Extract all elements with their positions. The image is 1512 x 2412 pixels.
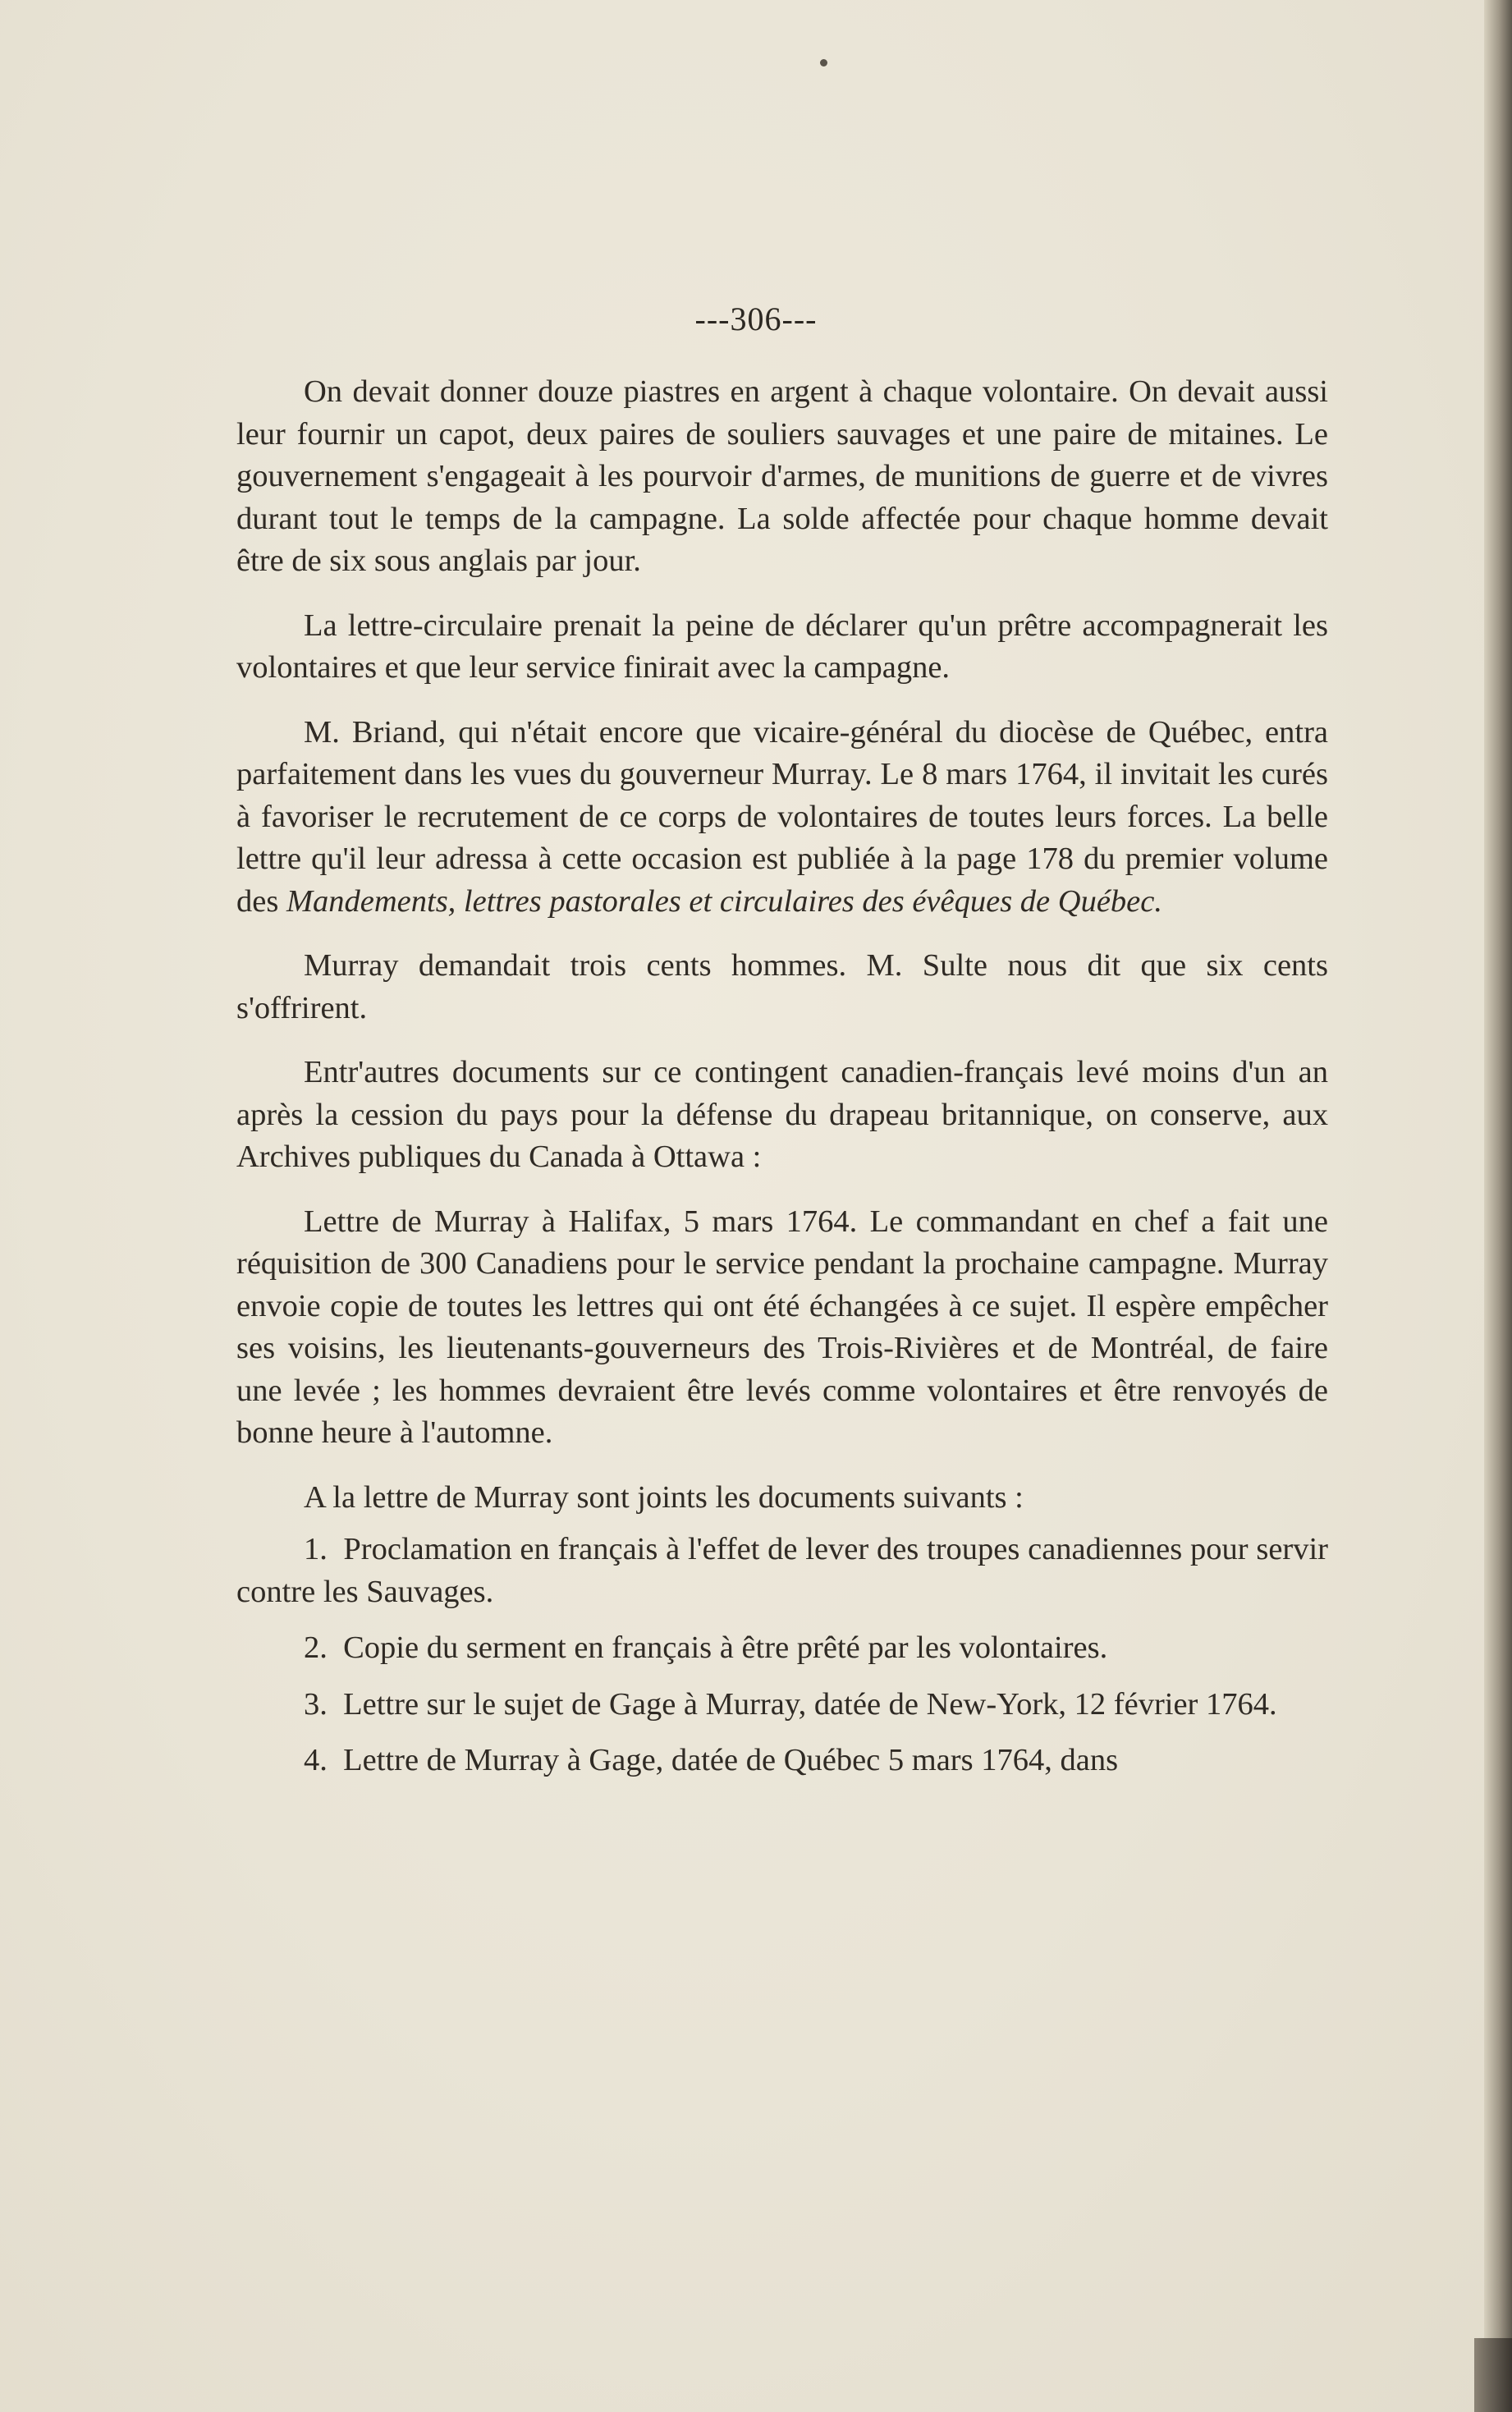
paragraph-2: La lettre-circulaire prenait la peine de déclarer qu'un prêtre accompagnerait les volontaires et que leur service finirait avec la campagne.	[236, 608, 1328, 685]
body-text	[236, 371, 1328, 1782]
list-item-number: 4.	[304, 1743, 328, 1777]
list-item-text: Lettre sur le sujet de Gage à Murray, datée de New-York, 12 février 1764.	[343, 1686, 1277, 1722]
list-item-text: Lettre de Murray à Gage, datée de Québec 5 mars 1764, dans	[343, 1743, 1119, 1777]
list-item-number: 1.	[304, 1532, 328, 1566]
paragraph-7: A la lettre de Murray sont joints les documents suivants :	[304, 1479, 1024, 1515]
page-corner-shadow	[1474, 2338, 1512, 2412]
paragraph-3	[236, 712, 1328, 924]
list-item-text: Proclamation en français à l'effet de lever des troupes canadiennes pour servir contre les Sauvages.	[236, 1532, 1328, 1609]
paragraph-3-text: M. Briand, qui n'était encore que vicaire-général du diocèse de Québec, entra parfaitement dans les vues du gouverneur Murray. Le 8 mars 1764, il invitait les curés à favoriser le recrutement de ce corps de volontaires de toutes leurs forces. La belle lettre qu'il leur adressa à cette occasion est publiée à la page 178 du premier volume des	[236, 714, 1328, 919]
list-item-4	[236, 1740, 1328, 1782]
paragraph-5: Entr'autres documents sur ce contingent canadien-français levé moins d'un an après la cession du pays pour la défense du drapeau britannique, on conserve, aux Archives publiques du Canada à Ottawa :	[236, 1055, 1328, 1174]
list-item-1	[236, 1529, 1328, 1613]
book-title: Mandements, lettres pastorales et circulaires des évêques de Québec.	[286, 883, 1162, 919]
page-number: ---306---	[694, 300, 818, 337]
page-edge-shadow	[1484, 0, 1512, 2412]
list-item-number: 2.	[304, 1630, 328, 1665]
list-item-3	[236, 1684, 1328, 1726]
list-item-number: 3.	[304, 1686, 328, 1722]
list-item-text: Copie du serment en français à être prêté par les volontaires.	[343, 1630, 1108, 1665]
ink-speck	[820, 59, 827, 66]
paragraph-4: Murray demandait trois cents hommes. M. Sulte nous dit que six cents s'offrirent.	[236, 948, 1328, 1025]
paragraph-6: Lettre de Murray à Halifax, 5 mars 1764. Le commandant en chef a fait une réquisition de 300 Canadiens pour le service pendant la prochaine campagne. Murray envoie copie de toutes les lettres qui ont été échangées à ce sujet. Il espère empêcher ses voisins, les lieutenants-gouverneurs des Trois-Rivières et de Montréal, de faire une levée ; les hommes devraient être levés comme volontaires et être renvoyés de bonne heure à l'automne.	[236, 1204, 1328, 1450]
paragraph-1: On devait donner douze piastres en argent à chaque volontaire. On devait aussi leur fournir un capot, deux paires de souliers sauvages et une paire de mitaines. Le gouvernement s'engageait à les pourvoir d'armes, de munitions de guerre et de vivres durant tout le temps de la campagne. La solde affectée pour chaque homme devait être de six sous anglais par jour.	[236, 374, 1328, 578]
list-item-2	[236, 1627, 1328, 1670]
